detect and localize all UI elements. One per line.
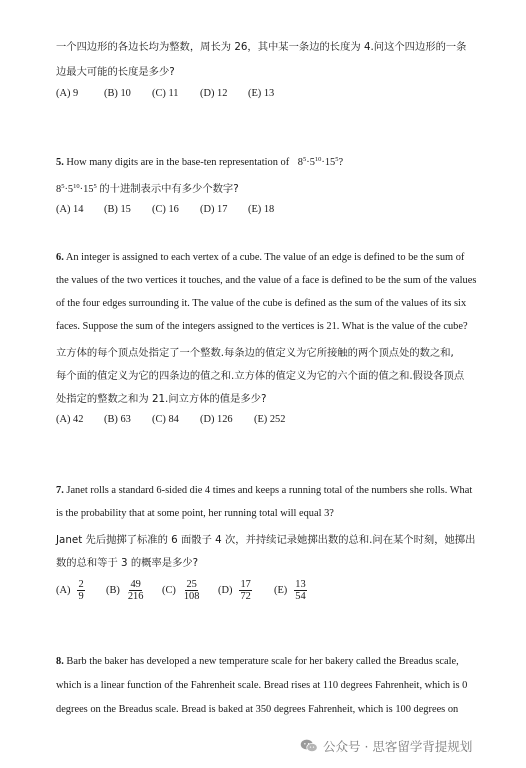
q5-text-zh: 的十进制表示中有多少个数字? — [99, 183, 239, 195]
q6-en-line-1: 6. An integer is assigned to each vertex of a cube. The value of an edge is defined to be the sum of — [56, 252, 465, 263]
q5-choice-d: (D) 17 — [200, 204, 228, 215]
q6-choice-e: (E) 252 — [254, 414, 286, 425]
q6-choice-c: (C) 84 — [152, 414, 179, 425]
q7-zh-line-1: Janet 先后抛掷了标准的 6 面骰子 4 次，并持续记录她掷出数的总和.问在某个时刻，她掷出 — [56, 534, 476, 546]
q6-choice-b: (B) 63 — [104, 414, 131, 425]
q5-choice-b: (B) 15 — [104, 204, 131, 215]
q6-choice-a: (A) 42 — [56, 414, 84, 425]
q5-text: How many digits are in the base-ten representation of — [66, 157, 290, 168]
q5-expression: $8^5\cdot 5^{10}\cdot 15^5$ — [297, 156, 339, 168]
q8-en-line-2: which is a linear function of the Fahrenheit scale. Bread rises at 110 degrees Fahrenheit, which is 0 — [56, 680, 468, 691]
q5-choice-a: (A) 14 — [56, 204, 84, 215]
q7-number: 7. — [56, 485, 64, 496]
q6-en-line-4: faces. Suppose the sum of the integers assigned to the vertices is 21. What is the value of the cube? — [56, 321, 468, 332]
q5-question-mark: ? — [338, 157, 344, 168]
q7-en-line-2: is the probability that at some point, her running total will equal 3? — [56, 508, 334, 519]
q5-stem-en — [56, 157, 343, 168]
watermark-text: 公众号 · 思客留学背提规划 — [323, 739, 473, 754]
q6-zh-line-2: 每个面的值定义为它的四条边的值之和.立方体的值定义为它的六个面的值之和.假设各顶点 — [56, 370, 465, 382]
q7-choice-a: (A) $\frac{2}{9}$ — [56, 578, 84, 602]
q6-zh-line-1: 立方体的每个顶点处指定了一个整数.每条边的值定义为它所接触的两个顶点处的数之和, — [56, 347, 454, 359]
q7-choice-e: (E) $\frac{13}{54}$ — [274, 578, 306, 602]
q4-choice-c: (C) 11 — [152, 88, 179, 99]
q5-stem-zh — [56, 180, 239, 195]
q6-en-line-3: of the four edges surrounding it. The value of the cube is defined as the sum of the values of its six — [56, 298, 467, 309]
q5-expression-zh: $8^5\cdot 5^{10}\cdot 15^5$ — [56, 183, 97, 195]
q6-en-line-2: the values of the two vertices it touches, and the value of a face is defined to be the sum of the values — [56, 275, 477, 286]
q4-choice-a: (A) 9 — [56, 88, 79, 99]
q5-choice-e: (E) 18 — [248, 204, 275, 215]
q4-text-line-1: 一个四边形的各边长均为整数，周长为 26，其中某一条边的长度为 4.问这个四边形的一条 — [56, 41, 467, 53]
q7-zh-line-2: 数的总和等于 3 的概率是多少? — [56, 557, 199, 569]
q8-en-line-1: 8. Barb the baker has developed a new temperature scale for her bakery called the Breadus scale, — [56, 656, 459, 667]
q8-number: 8. — [56, 656, 64, 667]
q5-choice-c: (C) 16 — [152, 204, 179, 215]
q6-number: 6. — [56, 252, 64, 263]
watermark — [300, 736, 472, 756]
q6-choice-d: (D) 126 — [200, 414, 233, 425]
q7-choice-d: (D) $\frac{17}{72}$ — [218, 578, 251, 602]
q8-en-line-3: degrees on the Breadus scale. Bread is baked at 350 degrees Fahrenheit, which is 100 degrees on — [56, 704, 459, 715]
q4-choice-b: (B) 10 — [104, 88, 131, 99]
q5-number: 5. — [56, 157, 64, 168]
q7-choice-c: (C) $\frac{25}{108}$ — [162, 578, 200, 602]
q4-choice-e: (E) 13 — [248, 88, 275, 99]
q4-text-line-2: 边最大可能的长度是多少? — [56, 66, 175, 78]
q7-choice-b: (B) $\frac{49}{216}$ — [106, 578, 144, 602]
q6-zh-line-3: 处指定的整数之和为 21.问立方体的值是多少? — [56, 393, 267, 405]
q7-en-line-1: 7. Janet rolls a standard 6-sided die 4 times and keeps a running total of the numbers she rolls. What — [56, 485, 473, 496]
q4-choice-d: (D) 12 — [200, 88, 228, 99]
wechat-icon — [300, 738, 318, 754]
